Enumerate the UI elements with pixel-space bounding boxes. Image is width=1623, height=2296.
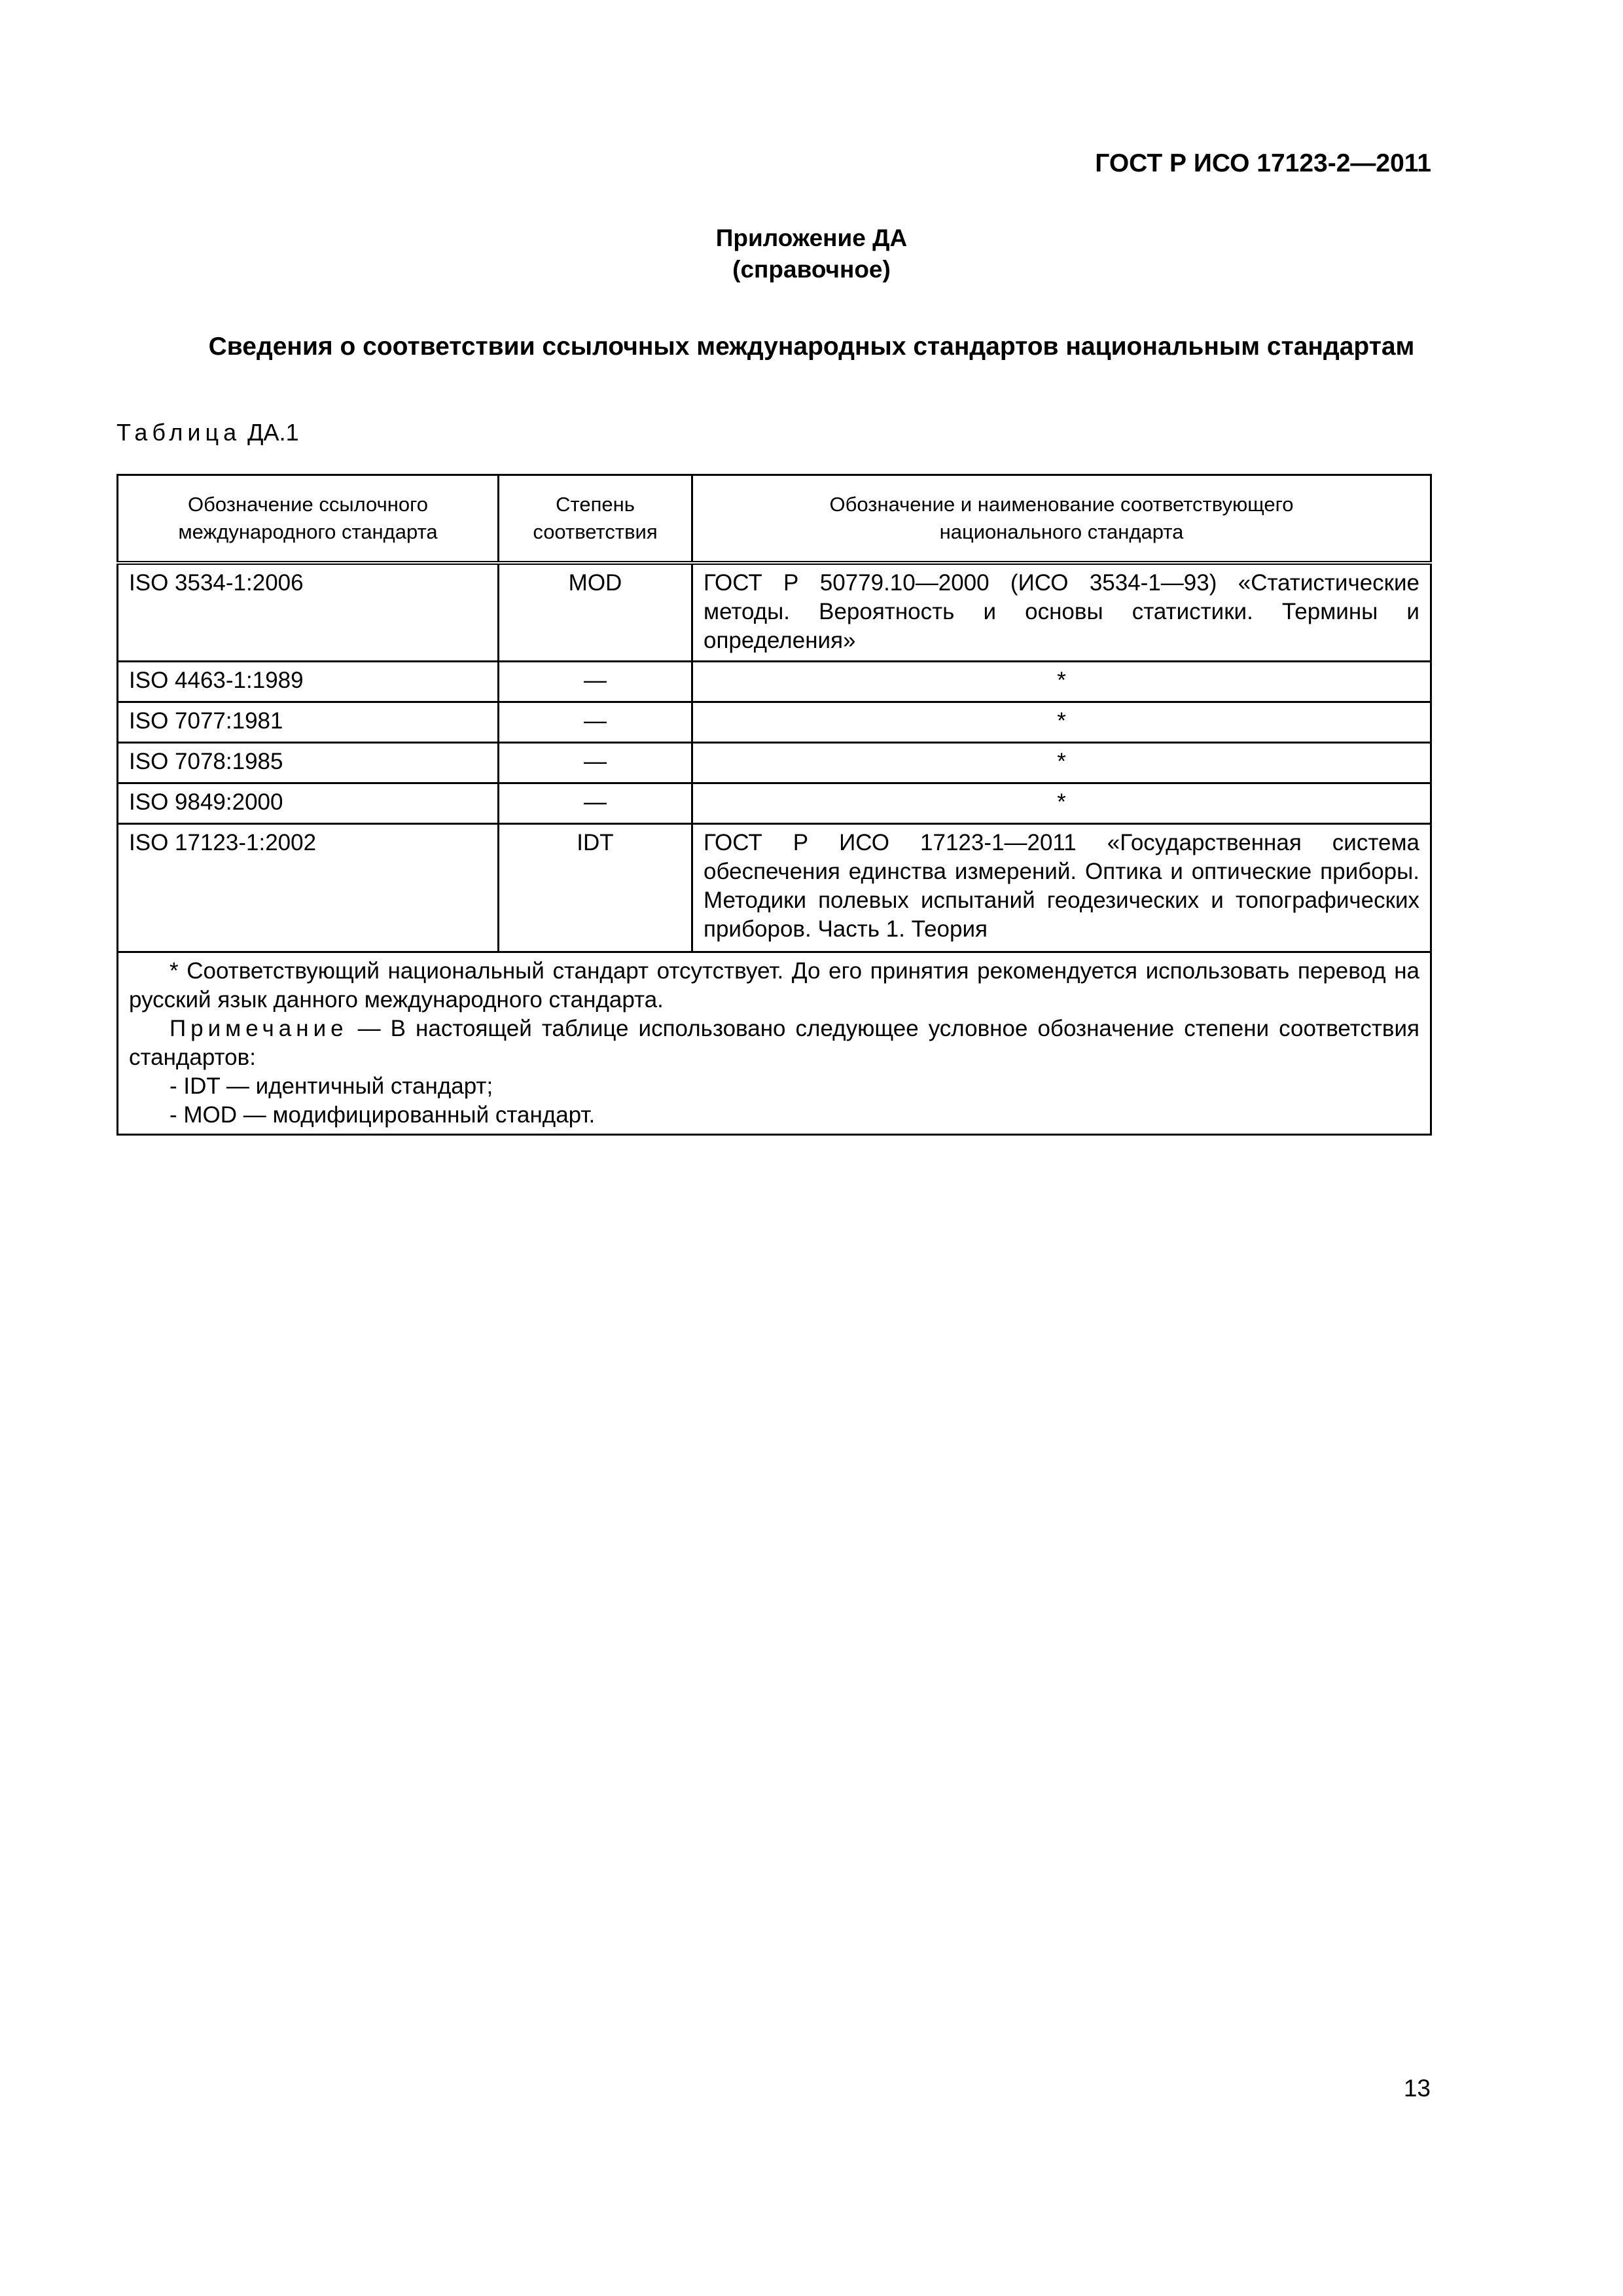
note-paragraph [129,1014,1419,1072]
header-national-standard [692,475,1431,564]
header-col1-line2: международного стандарта [178,520,438,543]
appendix-heading [0,223,1623,285]
cell-degree: — [499,742,692,783]
cell-standard: ISO 4463-1:1989 [118,661,499,702]
table-row [118,742,1431,783]
cell-national: ГОСТ Р ИСО 17123-1—2011 «Государственная система обеспечения единства измерений. Оптика и оптические приборы. Методики полевых испытаний геодезических и топографических приборов. Часть 1. Теория [692,823,1431,952]
header-col2-line2: соответствия [533,520,658,543]
correspondence-table [116,474,1432,1136]
cell-degree: — [499,661,692,702]
table-row [118,661,1431,702]
cell-standard: ISO 7078:1985 [118,742,499,783]
table-caption [116,419,299,446]
cell-standard: ISO 3534-1:2006 [118,563,499,661]
cell-standard: ISO 17123-1:2002 [118,823,499,952]
appendix-title: Приложение ДА [715,224,908,251]
table-row [118,823,1431,952]
asterisk-note: * Соответствующий национальный стандарт отсутствует. До его принятия рекомендуется использовать перевод на русский язык данного международного стандарта. [129,958,1419,1013]
cell-national: * [692,702,1431,742]
header-col1-line1: Обозначение ссылочного [188,493,428,516]
table-row [118,563,1431,661]
cell-degree: — [499,783,692,823]
document-code: ГОСТ Р ИСО 17123-2—2011 [1095,149,1431,177]
cell-standard: ISO 7077:1981 [118,702,499,742]
table-caption-word: Таблица [116,419,241,446]
cell-degree: MOD [499,563,692,661]
header-col2-line1: Степень [556,493,635,516]
header-col3-line2: национального стандарта [939,520,1184,543]
cell-national: ГОСТ Р 50779.10—2000 (ИСО 3534-1—93) «Статистические методы. Вероятность и основы статистики. Термины и определения» [692,563,1431,661]
note-word: Примечание [169,1015,348,1041]
table-footnote [118,952,1431,1134]
cell-national: * [692,661,1431,702]
table-footnote-row [118,952,1431,1134]
appendix-subtitle: (справочное) [732,256,891,283]
cell-degree: IDT [499,823,692,952]
table-row [118,702,1431,742]
cell-national: * [692,742,1431,783]
table-caption-number: ДА.1 [247,419,299,446]
cell-national: * [692,783,1431,823]
page-number: 13 [1403,2075,1431,2102]
section-title: Сведения о соответствии ссылочных международных стандартов национальным стандартам [208,332,1415,361]
header-col3-line1: Обозначение и наименование соответствующего [829,493,1294,516]
table-header-row [118,475,1431,564]
cell-degree: — [499,702,692,742]
table-row [118,783,1431,823]
header-reference-standard [118,475,499,564]
cell-standard: ISO 9849:2000 [118,783,499,823]
note-list-item: - IDT — идентичный стандарт; [169,1073,493,1099]
header-degree [499,475,692,564]
note-list-item: - MOD — модифицированный стандарт. [169,1102,596,1128]
note-text: — В настоящей таблице использовано следующее условное обозначение степени соответствия стандартов: [129,1015,1419,1070]
